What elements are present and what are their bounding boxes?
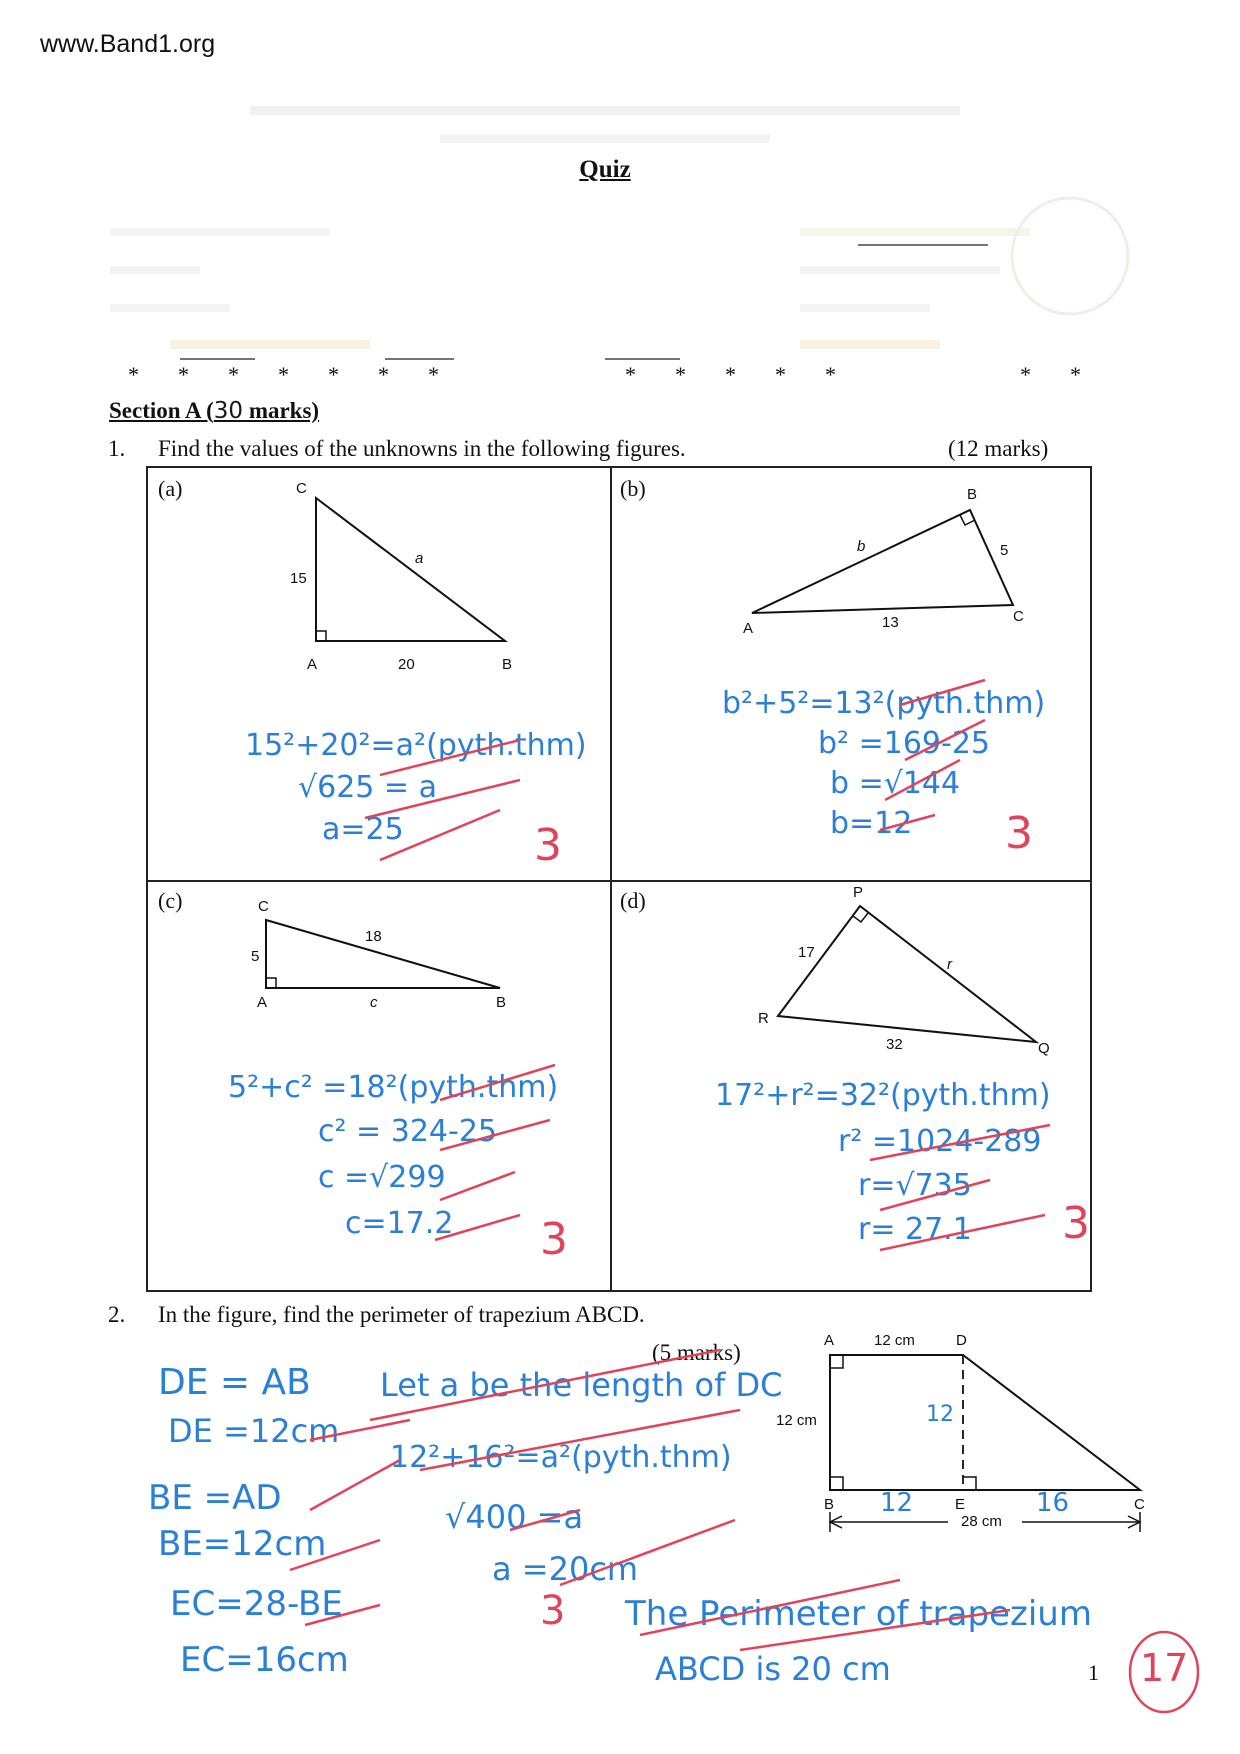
- work-c-line-1: 5²+c² =18²(pyth.thm): [228, 1070, 559, 1105]
- trap-bottom-length: 28 cm: [958, 1513, 1005, 1530]
- star: *: [1020, 362, 1031, 387]
- work-d-line-4: r= 27.1: [858, 1212, 972, 1247]
- trap-vertex-e: E: [955, 1496, 966, 1513]
- star: *: [128, 362, 139, 387]
- work-d-line-1: 17²+r²=32²(pyth.thm): [715, 1078, 1051, 1113]
- q2-work-right-4: a =20cm: [492, 1550, 639, 1588]
- q2-work-right-3: √400 =a: [445, 1498, 584, 1536]
- side-rp-label: 17: [798, 944, 815, 961]
- q2-work-left-6: EC=16cm: [180, 1640, 349, 1680]
- side-ab-label: b: [857, 538, 866, 555]
- vertex-c-label: C: [258, 898, 269, 915]
- score-b: 3: [1005, 808, 1033, 859]
- star: *: [228, 362, 239, 387]
- q2-work-left-4: BE=12cm: [158, 1524, 327, 1564]
- site-url[interactable]: www.Band1.org: [40, 30, 216, 58]
- work-c-line-2: c² = 324-25: [318, 1114, 497, 1149]
- section-a-marks-hand: 30: [213, 398, 244, 424]
- part-a-label: (a): [158, 476, 183, 501]
- trap-vertex-d: D: [956, 1332, 967, 1349]
- work-b-line-1: b²+5²=13²(pyth.thm): [722, 686, 1046, 721]
- vertex-b-label: B: [502, 656, 513, 673]
- star: *: [1070, 362, 1081, 387]
- star: *: [825, 362, 836, 387]
- star: *: [328, 362, 339, 387]
- page-number: 1: [1088, 1660, 1099, 1685]
- part-b-label: (b): [620, 476, 646, 501]
- hand-be-length: 12: [880, 1488, 914, 1518]
- q1-text: Find the values of the unknowns in the following figures.: [158, 436, 686, 461]
- work-d-line-2: r² =1024-289: [838, 1124, 1042, 1159]
- score-d: 3: [1062, 1198, 1090, 1249]
- side-ca-label: 5: [251, 948, 260, 965]
- total-score: 17: [1140, 1646, 1189, 1690]
- side-bc-label: 5: [1000, 542, 1009, 559]
- trap-vertex-c: C: [1134, 1496, 1145, 1513]
- score-a: 3: [534, 820, 562, 871]
- score-q2: 3: [540, 1588, 566, 1634]
- q2-number: 2.: [108, 1302, 126, 1327]
- vertex-a-label: A: [743, 620, 754, 637]
- vertex-a-label: A: [257, 994, 268, 1011]
- section-a-suffix: marks): [243, 398, 320, 423]
- work-b-line-2: b² =169-25: [818, 726, 991, 761]
- q1-marks: (12 marks): [948, 436, 1049, 461]
- q2-conclusion-2: ABCD is 20 cm: [655, 1650, 891, 1688]
- page-title: Quiz: [579, 156, 631, 183]
- q2-marks: (5 marks): [652, 1340, 741, 1365]
- star: *: [278, 362, 289, 387]
- side-pq-label: r: [947, 956, 952, 973]
- work-c-line-4: c=17.2: [345, 1206, 454, 1241]
- q2-conclusion-1: The Perimeter of trapezium: [625, 1594, 1092, 1634]
- vertex-b-label: B: [967, 486, 978, 503]
- q2-work-left-5: EC=28-BE: [170, 1584, 343, 1624]
- vertex-p-label: P: [853, 884, 864, 901]
- side-ca-label: 15: [290, 570, 307, 587]
- vertex-a-label: A: [307, 656, 318, 673]
- q2-work-left-3: BE =AD: [148, 1478, 282, 1518]
- side-ac-label: 13: [882, 614, 899, 631]
- trap-left-length: 12 cm: [776, 1412, 817, 1429]
- work-d-line-3: r=√735: [858, 1168, 972, 1203]
- work-a-line-3: a=25: [322, 812, 404, 847]
- q2-work-right-1: Let a be the length of DC: [380, 1366, 783, 1404]
- side-rq-label: 32: [886, 1036, 903, 1053]
- part-d-label: (d): [620, 888, 646, 913]
- work-a-line-1: 15²+20²=a²(pyth.thm): [245, 728, 587, 763]
- work-a-line-2: √625 = a: [298, 770, 437, 805]
- star: *: [428, 362, 439, 387]
- vertex-q-label: Q: [1038, 1040, 1050, 1057]
- score-c: 3: [540, 1214, 568, 1265]
- star: *: [378, 362, 389, 387]
- work-b-line-3: b =√144: [830, 766, 961, 801]
- star: *: [675, 362, 686, 387]
- q2-work-left-1: DE = AB: [158, 1362, 311, 1403]
- vertex-c-label: C: [296, 480, 307, 497]
- q2-text: In the figure, find the perimeter of trapezium ABCD.: [158, 1302, 645, 1327]
- trap-vertex-b: B: [824, 1496, 835, 1513]
- trap-vertex-a: A: [824, 1332, 835, 1349]
- side-ab-label: 20: [398, 656, 415, 673]
- hand-ec-length: 16: [1036, 1488, 1070, 1518]
- q1-number: 1.: [108, 436, 126, 461]
- side-cb-label: 18: [365, 928, 382, 945]
- side-ab-label: c: [370, 994, 378, 1011]
- q2-work-right-2: 12²+16²=a²(pyth.thm): [390, 1440, 732, 1475]
- star: *: [775, 362, 786, 387]
- q2-work-left-2: DE =12cm: [168, 1412, 340, 1450]
- side-cb-label: a: [415, 550, 424, 567]
- hand-de-length: 12: [926, 1402, 954, 1427]
- star: *: [178, 362, 189, 387]
- star: *: [625, 362, 636, 387]
- vertex-b-label: B: [496, 994, 507, 1011]
- vertex-c-label: C: [1013, 608, 1024, 625]
- work-c-line-3: c =√299: [318, 1160, 446, 1195]
- vertex-r-label: R: [758, 1010, 769, 1027]
- trap-top-length: 12 cm: [874, 1332, 915, 1349]
- section-a-prefix: Section A (: [109, 398, 214, 423]
- work-b-line-4: b=12: [830, 806, 913, 841]
- part-c-label: (c): [158, 888, 183, 913]
- star: *: [725, 362, 736, 387]
